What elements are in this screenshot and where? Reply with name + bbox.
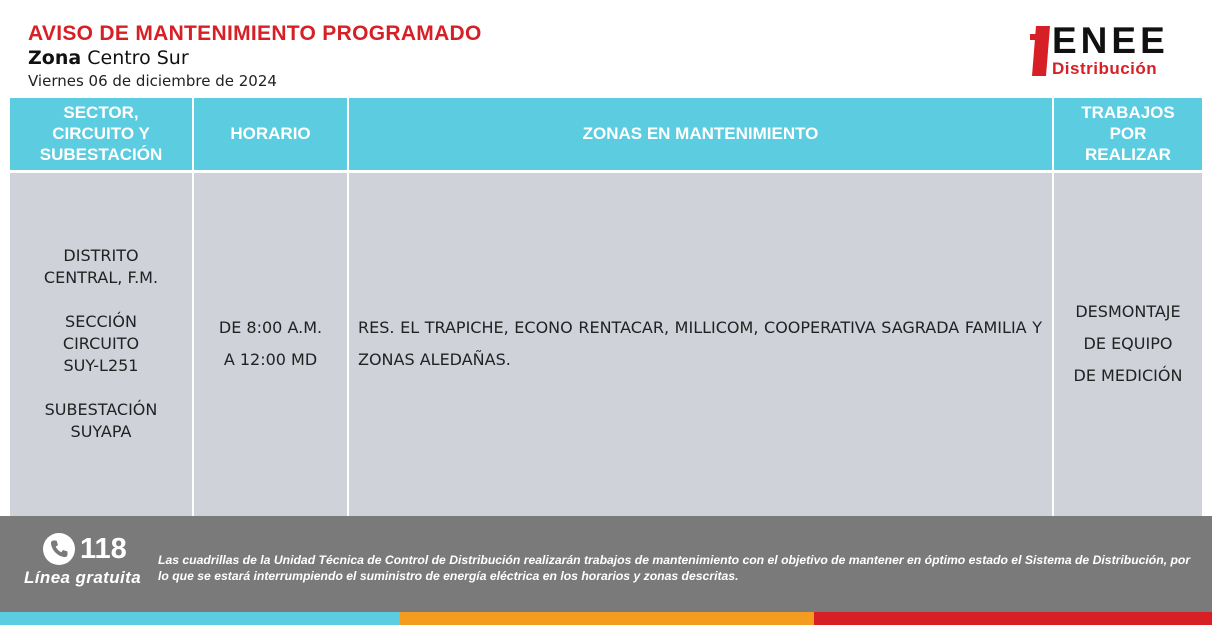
notice-date: Viernes 06 de diciembre de 2024 [28, 72, 277, 90]
schedule-cell [193, 171, 348, 516]
logo-word: ENEE [1052, 20, 1169, 61]
header-jobs-line: REALIZAR [1085, 145, 1171, 165]
hotline [22, 530, 152, 600]
maintenance-table [10, 98, 1202, 516]
header-schedule: HORARIO [193, 98, 348, 171]
header-jobs [1053, 98, 1202, 171]
header-sector [10, 98, 193, 171]
enee-logo [1030, 20, 1202, 84]
header-zones: ZONAS EN MANTENIMIENTO [348, 98, 1053, 171]
header-sector-line: SECTOR, [63, 103, 139, 123]
header-jobs-line: POR [1109, 124, 1147, 144]
notice-title: AVISO DE MANTENIMIENTO PROGRAMADO [28, 22, 482, 45]
substation-line: SUBESTACIÓN [44, 400, 158, 420]
jobs-line: DESMONTAJE [1075, 302, 1181, 322]
zones-cell: RES. EL TRAPICHE, ECONO RENTACAR, MILLICOM, COOPERATIVA SAGRADA FAMILIA Y ZONAS ALEDAÑAS. [348, 171, 1053, 516]
zone-prefix: Zona [28, 47, 82, 69]
logo-mark-icon [1030, 26, 1050, 76]
circuit-line: SUY-L251 [63, 356, 139, 376]
table-row [10, 171, 1202, 516]
phone-icon [42, 532, 76, 566]
phone-caption: Línea gratuita [24, 568, 142, 587]
schedule-line: A 12:00 MD [223, 350, 318, 370]
notice-header [0, 0, 1212, 98]
header-sector-line: CIRCUITO Y [52, 124, 150, 144]
table-header-row [10, 98, 1202, 171]
schedule-line: DE 8:00 A.M. [218, 318, 323, 338]
header-sector-line: SUBESTACIÓN [39, 145, 163, 165]
color-strip [0, 612, 1212, 625]
circuit-line: CIRCUITO [62, 334, 140, 354]
footer-banner [0, 516, 1212, 612]
zone-name: Centro Sur [87, 47, 189, 69]
strip-cyan [0, 612, 400, 625]
sector-cell [10, 171, 193, 516]
circuit-line: SECCIÓN [65, 312, 137, 332]
zone-title [28, 47, 189, 69]
strip-red [814, 612, 1212, 625]
jobs-line: DE MEDICIÓN [1073, 366, 1183, 386]
strip-orange [400, 612, 814, 625]
jobs-cell [1053, 171, 1202, 516]
logo-sub: Distribución [1052, 59, 1158, 78]
phone-number: 118 [80, 533, 127, 565]
footer-text: Las cuadrillas de la Unidad Técnica de Control de Distribución realizarán trabajos de mantenimiento con el objetivo de mantener en óptimo estado el Sistema de Distribución, por lo que se estará interrumpiendo el suministro de energía eléctrica en los horarios y zonas descritas. [158, 553, 1191, 583]
district-line: CENTRAL, F.M. [43, 268, 159, 288]
substation-line: SUYAPA [70, 422, 132, 442]
header-jobs-line: TRABAJOS [1081, 103, 1175, 123]
jobs-line: DE EQUIPO [1083, 334, 1173, 354]
district-line: DISTRITO [63, 246, 139, 266]
